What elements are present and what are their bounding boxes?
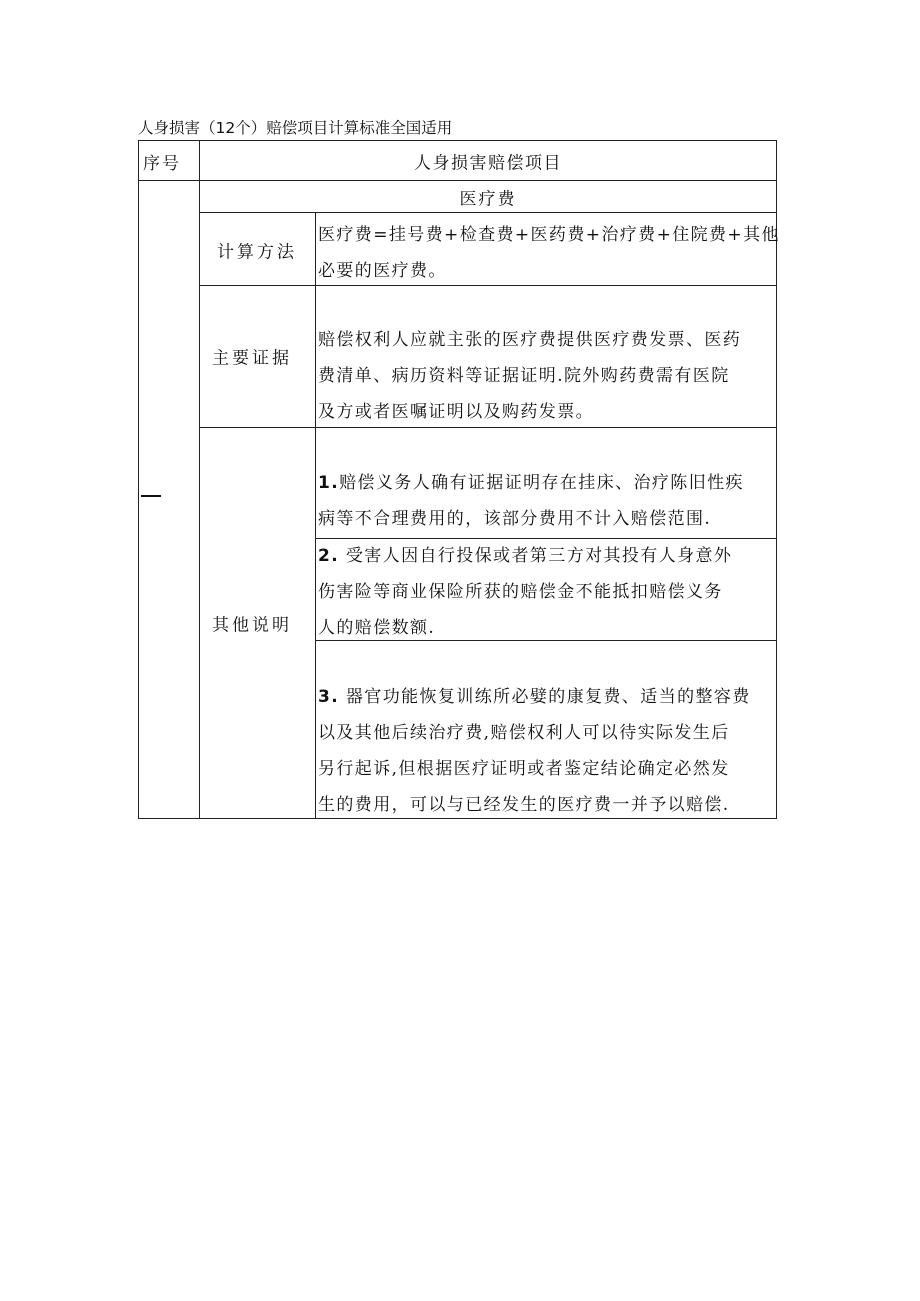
column-divider-seq — [199, 140, 200, 819]
table-border-left — [138, 140, 139, 819]
note-1-line-2: 病等不合理费用的，该部分费用不计入赔偿范围. — [318, 509, 712, 529]
evidence-text — [318, 322, 741, 430]
note-3-line-1: 器官功能恢复训练所必嬖的康复费、适当的整容费 — [339, 687, 751, 707]
header-item: 人身损害赔偿项目 — [414, 153, 562, 174]
method-text — [318, 217, 780, 289]
label-notes: 其他说明 — [212, 615, 292, 636]
column-divider-label — [315, 212, 316, 819]
method-line-2: 必要的医疗费。 — [318, 261, 447, 281]
label-evidence: 主要证据 — [212, 348, 292, 369]
row-seq-value-text — [141, 480, 158, 500]
note-3-line-4: 生的费用，可以与已经发生的医疗费一并予以赔偿. — [318, 795, 730, 815]
note-1 — [318, 465, 744, 537]
header-seq: 序号 — [143, 154, 181, 174]
note-1-line-1: 赔偿义务人确有证据证明存在挂床、治疗陈旧性疾 — [339, 473, 744, 493]
note-2-line-3: 人的赔偿数额. — [318, 618, 436, 638]
table-border-top — [138, 140, 777, 141]
evidence-line-2: 费清单、病历资料等证据证明.院外购药费需有医院 — [318, 366, 730, 386]
label-method: 计算方法 — [217, 242, 297, 263]
evidence-line-3: 及方或者医嘱证明以及购药发票。 — [318, 402, 594, 422]
note-3-number: 3. — [318, 687, 340, 707]
note-1-number: 1. — [318, 473, 340, 493]
header-row-divider — [138, 180, 777, 181]
evidence-line-1: 赔偿权利人应就主张的医疗费提供医疗费发票、医药 — [318, 330, 742, 350]
note-3-line-3: 另行起诉,但根据医疗证明或者鉴定结论确定必然发 — [318, 759, 730, 779]
note-2-number: 2. — [318, 546, 340, 566]
document-title: 人身损害（12个）赔偿项目计算标准全国适用 — [138, 119, 453, 137]
item-name: 医疗费 — [459, 189, 517, 210]
method-line-1: 医疗费=挂号费+检查费+医药费+治疗费+住院费+其他 — [318, 225, 780, 245]
item-row-divider — [199, 212, 777, 213]
note-2 — [318, 538, 732, 646]
note-3-line-2: 以及其他后续治疗费,赔偿权利人可以待实际发生后 — [318, 723, 730, 743]
note-2-line-1: 受害人因自行投保或者第三方对其投有人身意外 — [339, 546, 733, 566]
note-3 — [318, 679, 751, 823]
note-2-line-2: 伤害险等商业保险所获的赔偿金不能抵扣赔偿义务 — [318, 582, 723, 602]
